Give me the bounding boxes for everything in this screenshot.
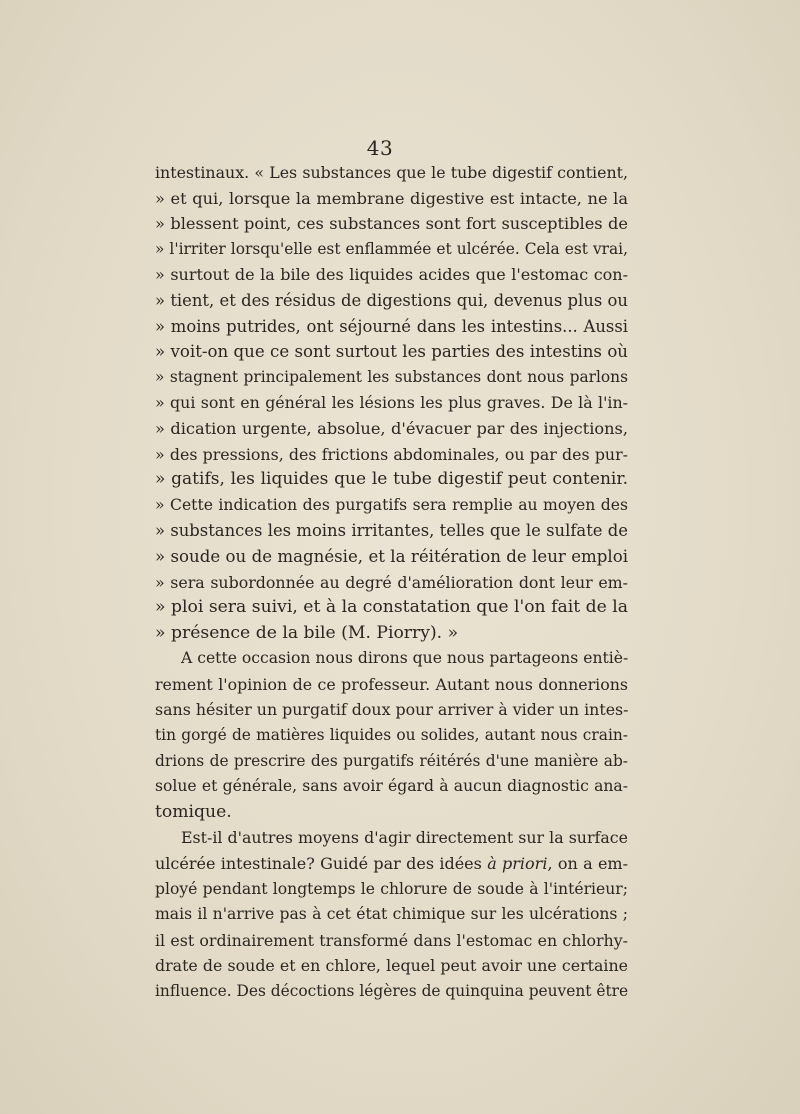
text-line: ployé pendant longtemps le chlorure de soude à l'intérieur;: [155, 879, 628, 898]
text-line: influence. Des décoctions légères de quinquina peuvent être: [155, 982, 628, 1000]
text-line: drate de soude et en chlore, lequel peut avoir une certaine: [155, 956, 628, 976]
text-line: » l'irriter lorsqu'elle est enflammée et ulcérée. Cela est vrai,: [155, 239, 628, 258]
text-line: il est ordinairement transformé dans l'estomac en chlorhy-: [155, 930, 628, 950]
text-line: » surtout de la bile des liquides acides que l'estomac con-: [155, 265, 628, 285]
text-line: solue et générale, sans avoir égard à aucun diagnostic ana-: [155, 777, 628, 796]
text-line: » présence de la bile (M. Piorry). »: [155, 622, 459, 643]
text-line: sans hésiter un purgatif doux pour arriver à vider un intes-: [155, 700, 628, 720]
text-segment: , on a em-: [547, 854, 628, 874]
text-line: » stagnent principalement les substances dont nous parlons: [155, 367, 628, 386]
text-line: » substances les moins irritantes, telles que le sulfate de: [155, 521, 628, 541]
text-line: » qui sont en général les lésions les plus graves. De là l'in-: [155, 393, 628, 413]
text-line: drions de prescrire des purgatifs réitérés d'une manière ab-: [155, 751, 628, 770]
text-line: » soude ou de magnésie, et la réitération de leur emploi: [155, 546, 628, 566]
text-line: tin gorgé de matières liquides ou solides, autant nous crain-: [155, 726, 628, 745]
text-line: rement l'opinion de ce professeur. Autant nous donnerions: [155, 674, 628, 694]
text-line: mais il n'arrive pas à cet état chimique sur les ulcérations ;: [155, 905, 628, 924]
text-line: » et qui, lorsque la membrane digestive est intacte, ne la: [155, 188, 628, 208]
text-line: » gatifs, les liquides que le tube digestif peut contenir.: [155, 469, 628, 490]
text-line: intestinaux. « Les substances que le tube digestif contient,: [155, 163, 628, 182]
text-line: » moins putrides, ont séjourné dans les intestins... Aussi: [155, 316, 628, 336]
text-line-mixed: [155, 851, 628, 877]
text-line: » des pressions, des frictions abdominales, ou par des pur-: [155, 444, 628, 464]
text-line: » Cette indication des purgatifs sera remplie au moyen des: [155, 495, 628, 514]
paragraph-first-line: A cette occasion nous dirons que nous partageons entiè-: [181, 649, 628, 668]
text-line: » tient, et des résidus de digestions qui, devenus plus ou: [155, 290, 628, 310]
page-number: 43: [366, 136, 394, 160]
text-line: » voit-on que ce sont surtout les parties des intestins où: [155, 342, 628, 362]
text-line: » ploi sera suivi, et à la constatation que l'on fait de la: [155, 597, 628, 618]
body-text: [155, 160, 628, 1005]
text-line: tomique.: [155, 801, 232, 822]
paragraph-first-line: Est-il d'autres moyens d'agir directement sur la surface: [181, 828, 628, 848]
text-line: » blessent point, ces substances sont fort susceptibles de: [155, 214, 628, 234]
text-segment: ulcérée intestinale? Guidé par des idées: [155, 854, 488, 874]
italic-phrase: à priori: [487, 854, 548, 874]
text-line: » dication urgente, absolue, d'évacuer par des injections,: [155, 418, 628, 438]
text-line: » sera subordonnée au degré d'amélioration dont leur em-: [155, 572, 628, 592]
